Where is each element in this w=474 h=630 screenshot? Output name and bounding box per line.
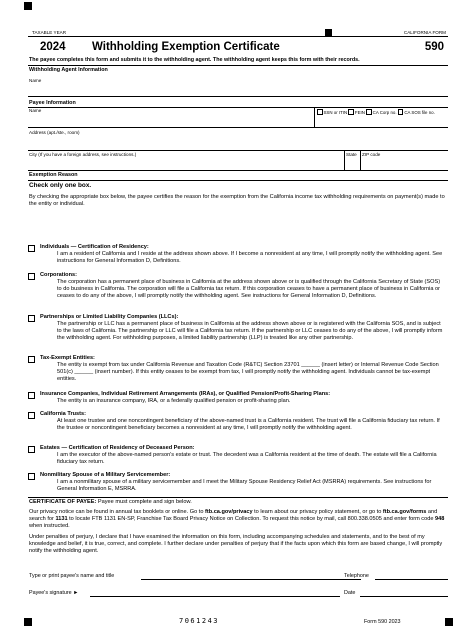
certificate-rule <box>28 497 448 498</box>
exemption-item-partnerships: Partnerships or Limited Liability Companies (LLCs): The partnership or LLC has a permanent place of business in California at the address shown above or is registered with the California SOS, and is subject to the laws of California. The partnership or LLC will file a California tax return. If the partnership or LLC ceases to do any of the above, I will promptly inform the withholding agent. For withholding purposes, a limited liability partnership (LLP) is treated like any other partnership. <box>40 314 443 341</box>
corporations-checkbox[interactable] <box>28 273 35 280</box>
payee-name-field[interactable] <box>28 114 313 126</box>
form-number: 590 <box>424 41 444 53</box>
exemption-item-individuals: Individuals — Certification of Residency: I am a resident of California and I reside at the address shown above. If I become a nonresident at any time, I will promptly notify the withholding agent. See instructions for General Information D, Definitions. <box>40 244 443 264</box>
exemption-item-estates: Estates — Certification of Residency of Deceased Person: I am the executor of the above-named person's estate or trust. The decedent was a California resident at the time of death. The estate will file a California fiduciary tax return. <box>40 445 437 465</box>
privacy-notice: Our privacy notice can be found in annual tax booklets or online. Go to ftb.ca.gov/privacy to learn about our privacy policy statement, or go to ftb.ca.gov/forms and search for 1131 to locate FTB 1131 EN-SP, Franchise Tax Board Privacy Notice on Collection. To request this notice by mail, call 800.338.0505 and enter form code 948 when instructed. <box>29 509 445 529</box>
exemption-item-insurance: Insurance Companies, Individual Retirement Arrangements (IRAs), or Qualified Pension/Profit-Sharing Plans: The entity is an insurance company, IRA, or a federally qualified pension or profit-sharing plan. <box>40 391 331 404</box>
ca-sos-checkbox[interactable]: CA SOS file no. <box>398 110 435 115</box>
name-title-label: Type or print payee's name and title <box>29 573 115 579</box>
payee-section-label: Payee Information <box>29 100 76 106</box>
header-rule <box>28 36 448 37</box>
telephone-label: Telephone <box>344 573 369 579</box>
exemption-intro: By checking the appropriate box below, the payee certifies the reason for the exemption from the California income tax withholding requirements on payment(s) made to the entity or individual. <box>29 194 445 207</box>
exemption-rule <box>28 180 448 181</box>
agent-name-rule <box>28 96 448 97</box>
telephone-field[interactable] <box>375 579 448 580</box>
check-one-instruction: Check only one box. <box>29 182 92 189</box>
payee-city-field[interactable] <box>28 158 343 170</box>
ssn-itin-checkbox[interactable]: SSN or ITIN <box>317 110 347 115</box>
instruction-rule <box>28 65 448 66</box>
registration-mark-bottom-left <box>24 618 32 626</box>
exemption-item-corporations: Corporations: The corporation has a permanent place of business in California at the address shown above or is qualified through the California Secretary of State (SOS) to do business in California. The corporation will file a California tax return. If this corporation ceases to have a permanent place of business in California or ceases to do any of the above, I will promptly notify the withholding agent. See instructions for General Information D, Definitions. <box>40 272 441 299</box>
registration-mark-top-center <box>325 29 332 36</box>
payee-state-label: State <box>346 152 357 157</box>
payee-name-rule <box>28 127 448 128</box>
exemption-item-nonmilitary-spouse: Nonmilitary Spouse of a Military Servicemember: I am a nonmilitary spouse of a military servicemember and I meet the Military Spouse Residency Relief Act (MSRRA) requirements. See instructions for General Information E, MSRRA. <box>40 472 432 492</box>
payee-address-label: Address (apt./ste., room) <box>29 130 80 135</box>
exemption-section-label: Exemption Reason <box>29 172 78 178</box>
agent-section-label: Withholding Agent Information <box>29 67 108 73</box>
taxable-year-label: TAXABLE YEAR <box>32 30 67 35</box>
date-field[interactable] <box>360 596 448 597</box>
payee-name-label: Name <box>29 108 42 113</box>
payee-city-label: City (If you have a foreign address, see instructions.) <box>29 152 137 157</box>
privacy-link[interactable]: ftb.ca.gov/privacy <box>205 509 253 515</box>
california-form-label: CALIFORNIA FORM <box>403 30 446 35</box>
form-page <box>28 0 448 630</box>
exemption-item-tax-exempt: Tax-Exempt Entities: The entity is exempt from tax under California Revenue and Taxation Code (R&TC) Section 23701 ______ (insert letter) or Internal Revenue Code Section 501(c) ______ (insert number). If this entity ceases to be exempt from tax, I will promptly notify the withholding agent. Individuals cannot be tax-exempt entities. <box>40 355 439 382</box>
form-footer: Form 590 2023 <box>364 619 401 625</box>
payee-address-field[interactable] <box>28 136 448 150</box>
estates-checkbox[interactable] <box>28 446 35 453</box>
tax-exempt-checkbox[interactable] <box>28 356 35 363</box>
agent-name-label: Name <box>29 78 42 83</box>
california-trusts-checkbox[interactable] <box>28 412 35 419</box>
fein-checkbox[interactable]: FEIN <box>348 110 365 115</box>
tax-year: 2024 <box>40 41 66 53</box>
payee-zip-label: ZIP code <box>362 152 381 157</box>
exemption-item-california-trusts: California Trusts: At least one trustee and one noncontingent beneficiary of the above-named trust is a California resident. The trust will file a California fiduciary tax return. If the trustee or noncontingent beneficiary becomes a nonresident at any time, I will promptly notify the withholding agent. <box>40 411 440 431</box>
form-instruction: The payee completes this form and submits it to the withholding agent. The withholding agent keeps this form with their records. <box>29 57 360 63</box>
forms-link[interactable]: ftb.ca.gov/forms <box>382 509 427 515</box>
signature-field[interactable] <box>90 596 340 597</box>
registration-mark-bottom-right <box>445 618 453 626</box>
barcode-number: 7061243 <box>179 617 220 625</box>
agent-name-field[interactable] <box>28 84 448 96</box>
payee-city-rule <box>28 170 448 171</box>
partnerships-checkbox[interactable] <box>28 315 35 322</box>
signature-label: Payee's signature ► <box>29 590 79 596</box>
payee-top-rule <box>28 107 448 108</box>
date-label: Date <box>344 590 356 596</box>
insurance-checkbox[interactable] <box>28 392 35 399</box>
name-title-field[interactable] <box>141 579 361 580</box>
ca-corp-checkbox[interactable]: CA Corp no. <box>366 110 396 115</box>
payee-address-rule <box>28 150 448 151</box>
nonmilitary-spouse-checkbox[interactable] <box>28 473 35 480</box>
registration-mark-top-left <box>24 2 32 10</box>
form-title: Withholding Exemption Certificate <box>92 41 280 53</box>
certificate-heading: CERTIFICATE OF PAYEE: Payee must complete and sign below. <box>29 499 192 505</box>
individuals-checkbox[interactable] <box>28 245 35 252</box>
perjury-declaration: Under penalties of perjury, I declare that I have examined the information on this form, including accompanying schedules and statements, and to the best of my knowledge and belief, it is true, correct, and complete. I further declare under penalties of perjury that if the facts upon which this form are based change, I will promptly notify the withholding agent. <box>29 534 443 554</box>
payee-id-options <box>317 109 435 116</box>
